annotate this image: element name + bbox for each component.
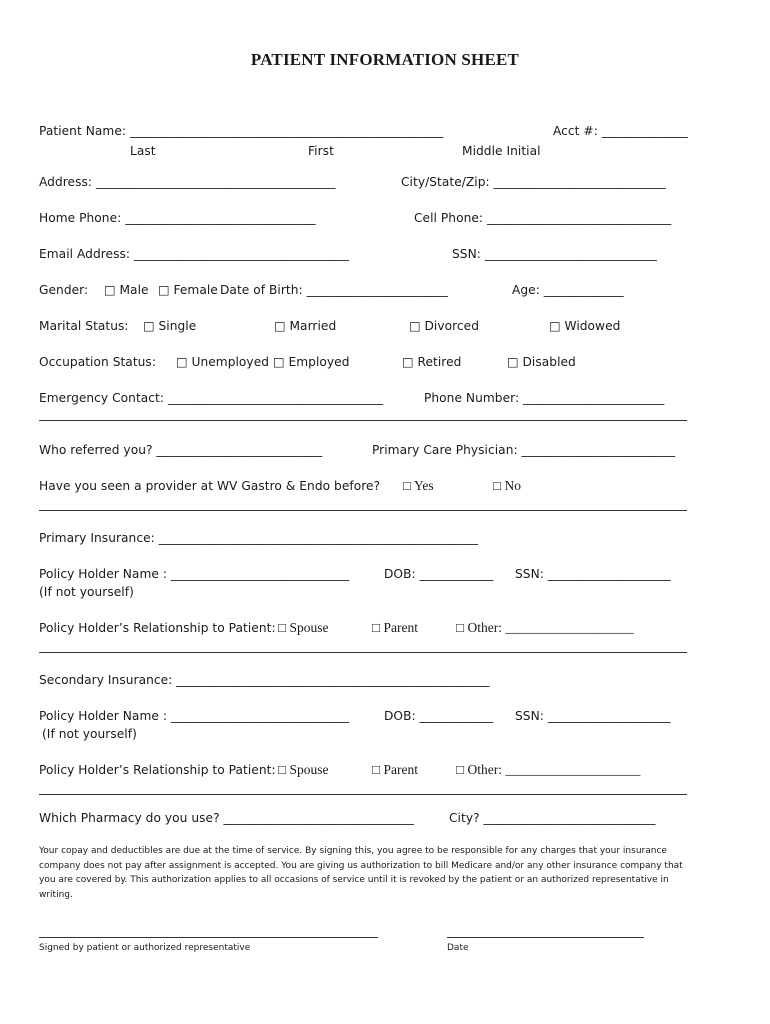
marital-married-checkbox[interactable]: □ Married [274, 319, 337, 333]
seen-before-no-checkbox[interactable]: □ No [493, 478, 522, 493]
policy-holder-1-relationship-label: Policy Holder’s Relationship to Patient: [39, 621, 276, 635]
policy-holder-2-extra-line[interactable] [39, 794, 687, 795]
policy-holder-2-parent-checkbox[interactable]: □ Parent [372, 762, 419, 777]
policy-holder-2-relationship-label: Policy Holder’s Relationship to Patient: [39, 763, 276, 777]
policy-holder-1-parent-checkbox[interactable]: □ Parent [372, 620, 419, 635]
secondary-insurance-field[interactable]: Secondary Insurance: ___________________________________________________ [39, 673, 490, 687]
policy-holder-1-spouse-checkbox[interactable]: □ Spouse [278, 620, 329, 635]
policy-holder-2-ssn-field[interactable]: SSN: ____________________ [515, 709, 671, 723]
occupation-status-label: Occupation Status: [39, 355, 156, 369]
address-field[interactable]: Address: _______________________________________ [39, 175, 336, 189]
date-caption: Date [447, 943, 469, 953]
seen-before-yes-checkbox[interactable]: □ Yes [403, 478, 434, 493]
policy-holder-2-name-field[interactable]: Policy Holder Name : _____________________________ [39, 709, 350, 723]
occupation-retired-checkbox[interactable]: □ Retired [402, 355, 462, 369]
policy-holder-1-other-field[interactable]: □ Other: ___________________ [456, 620, 634, 635]
first-name-caption: First [308, 144, 334, 158]
seen-before-question: Have you seen a provider at WV Gastro & Endo before? [39, 479, 381, 493]
page-title: PATIENT INFORMATION SHEET [250, 50, 520, 69]
middle-initial-caption: Middle Initial [462, 144, 541, 158]
gender-female-checkbox[interactable]: □ Female [158, 283, 218, 297]
emergency-contact-field[interactable]: Emergency Contact: ___________________________________ [39, 391, 383, 405]
occupation-disabled-checkbox[interactable]: □ Disabled [507, 355, 576, 369]
policy-holder-2-dob-field[interactable]: DOB: ____________ [384, 709, 494, 723]
marital-status-label: Marital Status: [39, 319, 129, 333]
age-field[interactable]: Age: _____________ [512, 283, 624, 297]
date-of-birth-field[interactable]: Date of Birth: _______________________ [220, 283, 448, 297]
emergency-extra-line[interactable] [39, 420, 687, 421]
primary-care-physician-field[interactable]: Primary Care Physician: _________________________ [372, 443, 676, 457]
gender-male-checkbox[interactable]: □ Male [104, 283, 149, 297]
policy-holder-2-note: (If not yourself) [42, 727, 137, 741]
occupation-employed-checkbox[interactable]: □ Employed [273, 355, 350, 369]
gender-label: Gender: [39, 283, 89, 297]
seen-before-extra-line[interactable] [39, 510, 687, 511]
marital-single-checkbox[interactable]: □ Single [143, 319, 197, 333]
pharmacy-field[interactable]: Which Pharmacy do you use? _______________________________ [39, 811, 414, 825]
marital-widowed-checkbox[interactable]: □ Widowed [549, 319, 621, 333]
home-phone-field[interactable]: Home Phone: _______________________________ [39, 211, 316, 225]
signature-line[interactable] [39, 937, 378, 938]
policy-holder-1-extra-line[interactable] [39, 652, 687, 653]
account-number-field[interactable]: Acct #: ______________ [553, 124, 688, 138]
referred-by-field[interactable]: Who referred you? ___________________________ [39, 443, 323, 457]
policy-holder-2-other-field[interactable]: □ Other: ____________________ [456, 762, 641, 777]
email-field[interactable]: Email Address: ___________________________________ [39, 247, 349, 261]
primary-insurance-field[interactable]: Primary Insurance: ____________________________________________________ [39, 531, 479, 545]
emergency-phone-field[interactable]: Phone Number: _______________________ [424, 391, 665, 405]
policy-holder-2-spouse-checkbox[interactable]: □ Spouse [278, 762, 329, 777]
city-state-zip-field[interactable]: City/State/Zip: ____________________________ [401, 175, 666, 189]
authorization-disclaimer: Your copay and deductibles are due at the time of service. By signing this, you agree to be responsible for any charges that your insurance company does not pay after assignment is accepted. You are giving us authorization to bill Medicare and/or any other insurance company that you are covered by. This authorization applies to all occasions of service until it is revoked by the patient or an authorized representative in writing. [39, 846, 683, 900]
policy-holder-1-dob-field[interactable]: DOB: ____________ [384, 567, 494, 581]
signature-caption: Signed by patient or authorized representative [39, 943, 251, 953]
marital-divorced-checkbox[interactable]: □ Divorced [409, 319, 480, 333]
date-line[interactable] [447, 937, 644, 938]
policy-holder-1-name-field[interactable]: Policy Holder Name : _____________________________ [39, 567, 350, 581]
ssn-field[interactable]: SSN: ____________________________ [452, 247, 657, 261]
occupation-unemployed-checkbox[interactable]: □ Unemployed [176, 355, 270, 369]
pharmacy-city-field[interactable]: City? ____________________________ [449, 811, 656, 825]
policy-holder-1-ssn-field[interactable]: SSN: ____________________ [515, 567, 671, 581]
cell-phone-field[interactable]: Cell Phone: ______________________________ [414, 211, 672, 225]
last-name-caption: Last [130, 144, 156, 158]
policy-holder-1-note: (If not yourself) [39, 585, 134, 599]
patient-name-field[interactable]: Patient Name: ___________________________________________________ [39, 124, 444, 138]
